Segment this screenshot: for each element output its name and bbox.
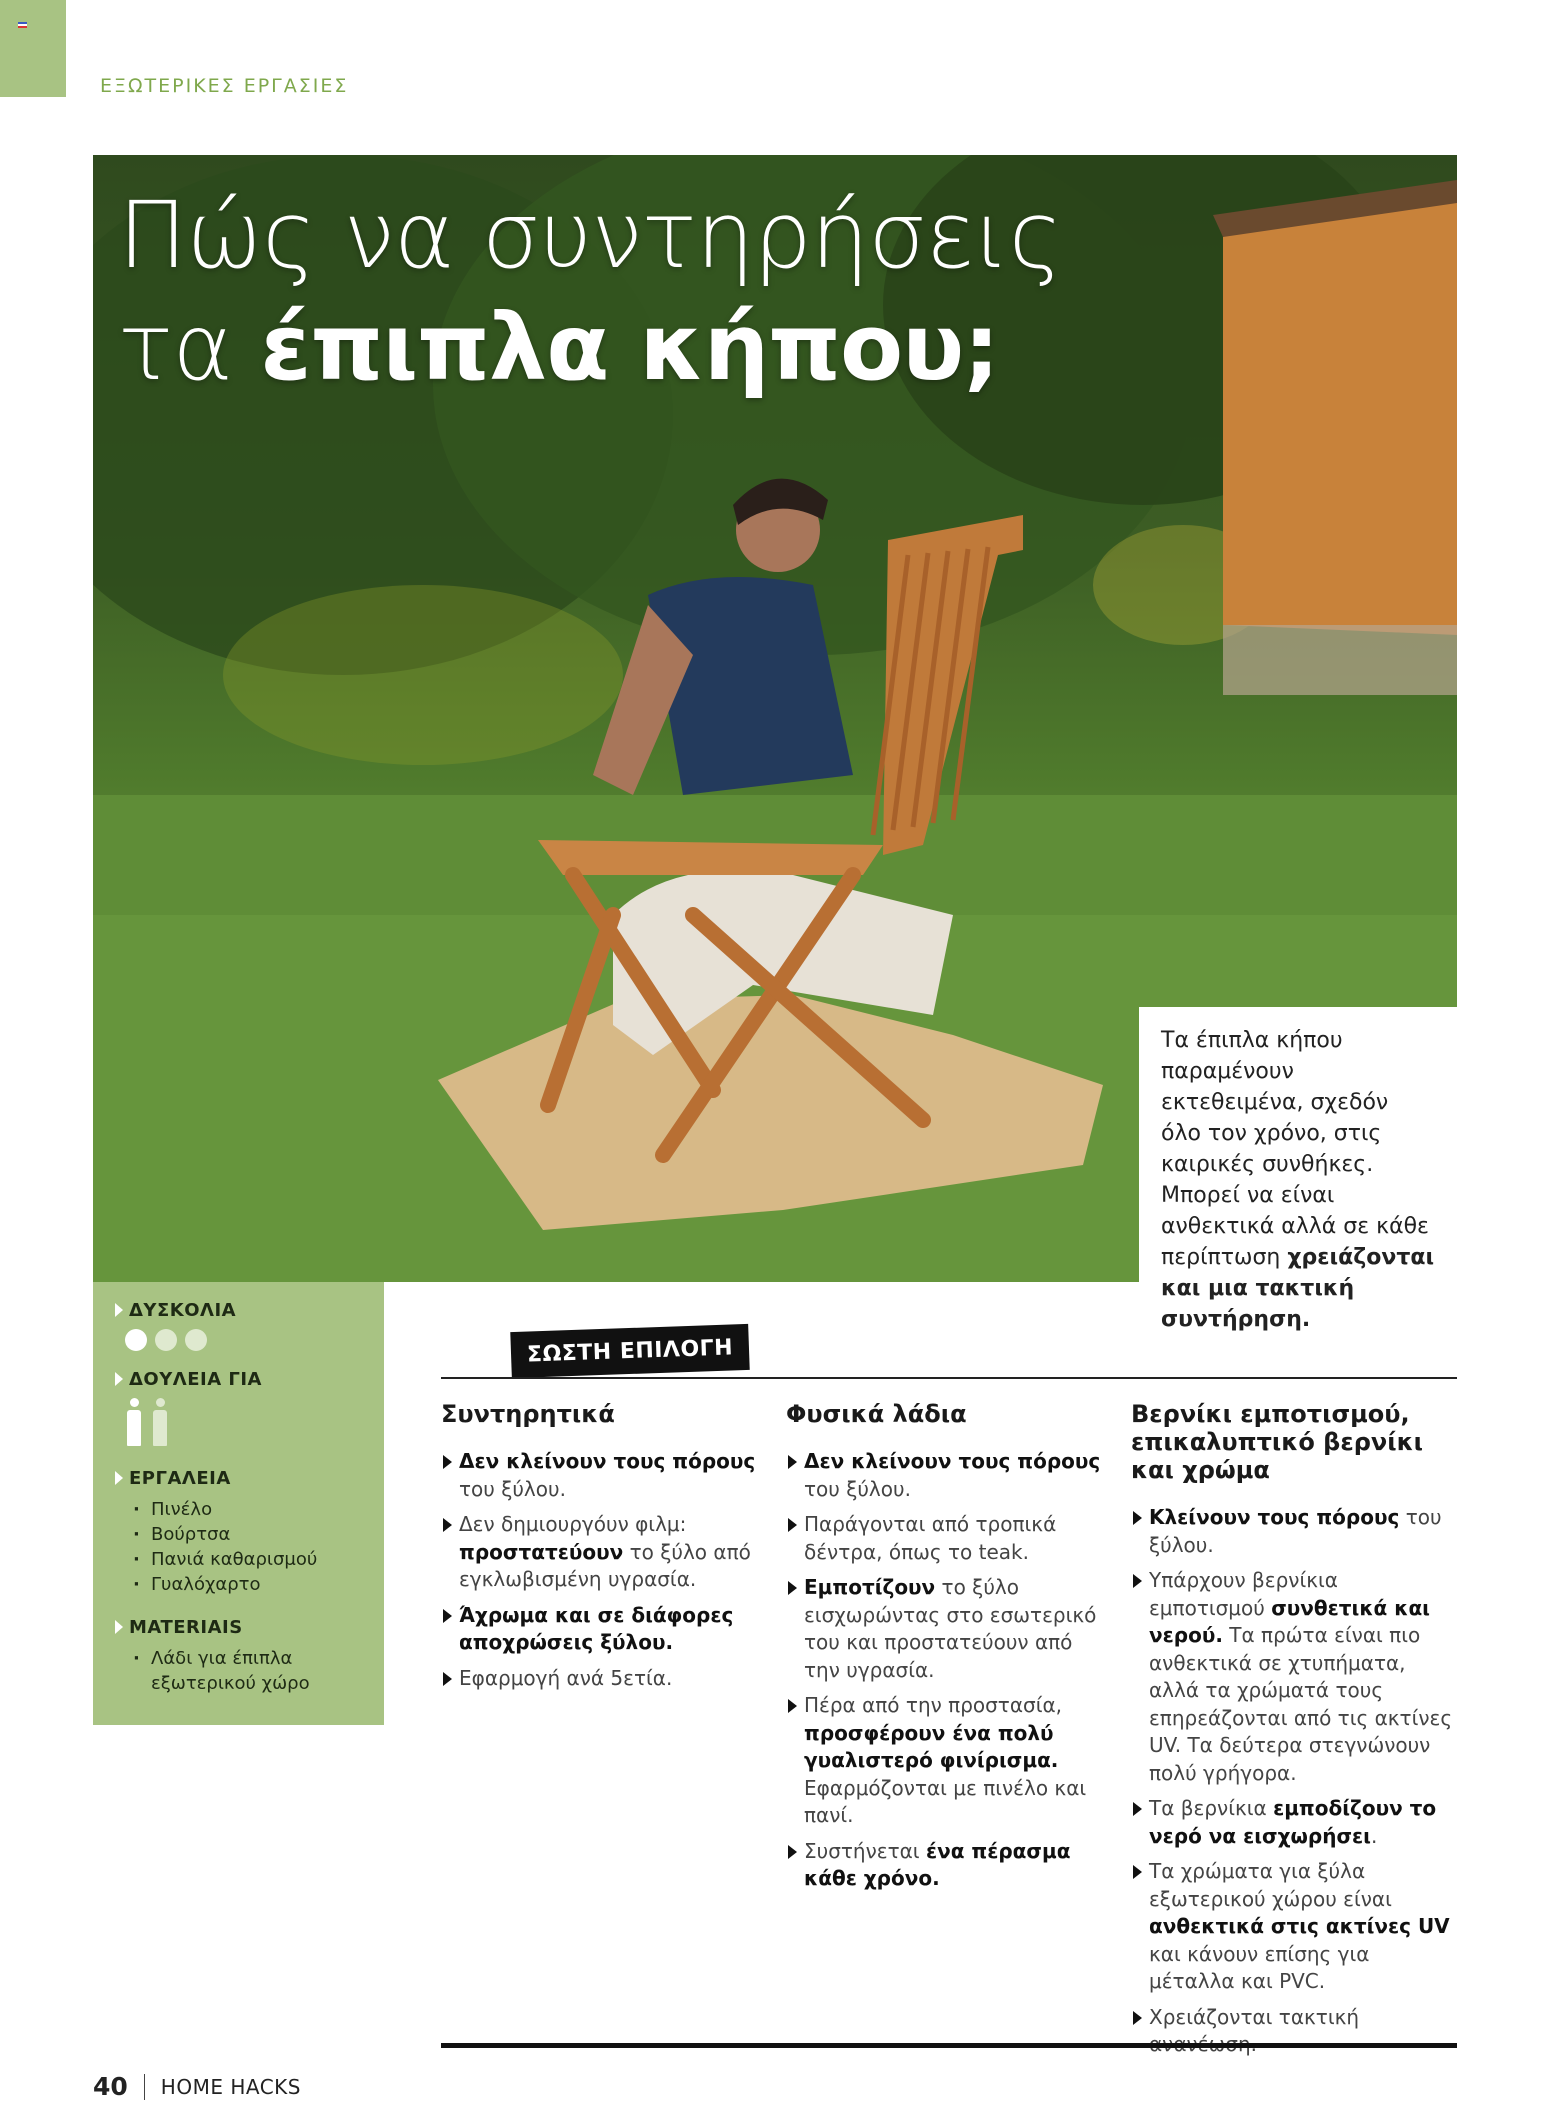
hero-title-line1: Πώς να συντηρήσεις	[118, 182, 1062, 289]
bullet-item	[786, 1448, 1106, 1503]
hero-title-bold: έπιπλα κήπου;	[260, 294, 1000, 401]
bullet-item	[441, 1448, 761, 1503]
choice-tag: ΣΩΣΤΗ ΕΠΙΛΟΓΗ	[510, 1324, 750, 1378]
footer-separator	[144, 2074, 145, 2100]
bullet-text: του ξύλου.	[1149, 1505, 1442, 1557]
list-item: · Βούρτσα	[129, 1522, 384, 1547]
column-list	[441, 1448, 761, 1692]
work-label: ΔΟΥΛΕΙΑ ΓΙΑ	[115, 1369, 384, 1390]
tools-label: ΕΡΓΑΛΕΙΑ	[115, 1468, 384, 1489]
bullet-text: Πέρα από την προστασία,	[804, 1693, 1063, 1717]
bullet-bold-text: Εμποτίζουν	[804, 1575, 936, 1599]
column-list	[786, 1448, 1106, 1893]
bullet-item	[1131, 1858, 1457, 1996]
column-title: Συντηρητικά	[441, 1400, 615, 1428]
people-count	[125, 1398, 384, 1446]
column-conservative	[441, 1400, 761, 1700]
bullet-text: Παράγονται από τροπικά δέντρα, όπως το teak.	[804, 1512, 1057, 1564]
list-item: · Πανιά καθαρισμού	[129, 1547, 384, 1572]
list-item: · Λάδι για έπιπλα	[129, 1646, 384, 1671]
footer	[93, 2072, 301, 2101]
divider	[441, 1377, 1457, 1379]
bullet-item	[441, 1511, 761, 1594]
list-item: · Πινέλο	[129, 1497, 384, 1522]
bullet-bold-text: Κλείνουν τους πόρους	[1149, 1505, 1400, 1529]
materials-label: MATERIAIS	[115, 1617, 384, 1638]
bullet-text: Δεν δημιουργόυν φιλμ:	[459, 1512, 687, 1536]
bullet-text: το ξύλο από εγκλωβισμένη υγρασία.	[459, 1539, 751, 1591]
intro-text: Τα έπιπλα κήπου παραμένουν εκτεθειμένα, σχεδόν όλο τον χρόνο, στις καιρικές συνθήκες. Μπορεί να είναι ανθεκτικά αλλά σε κάθε περίπτωση	[1161, 1028, 1429, 1270]
list-item: · Γυαλόχαρτο	[129, 1572, 384, 1597]
bullet-text: Τα πρώτα είναι πιο ανθεκτικά σε χτυπήματα, αλλά τα χρώματά τους επηρεάζονται από τις ακτίνες UV. Τα δεύτερα στεγνώνουν πολύ γρήγορα.	[1149, 1623, 1453, 1785]
materials-list	[129, 1646, 384, 1696]
hero-title-line2	[118, 292, 1062, 404]
column-title: Βερνίκι εμποτισμού, επικαλυπτικό βερνίκι και χρώμα	[1131, 1400, 1423, 1484]
sidebar-info	[93, 1282, 384, 1725]
bullet-text: Εφαρμογή ανά 5ετία.	[459, 1665, 673, 1690]
bullet-bold-text: προστατεύουν	[459, 1539, 624, 1564]
difficulty-rating	[125, 1329, 384, 1351]
bullet-item	[441, 1665, 761, 1693]
bullet-bold-text: Δεν κλείνουν τους πόρους	[459, 1449, 756, 1473]
intro-box	[1139, 1007, 1457, 1332]
hero-title	[118, 180, 1062, 404]
difficulty-dot-icon	[155, 1329, 177, 1351]
bullet-text: Εφαρμόζονται με πινέλο και πανί.	[804, 1775, 1087, 1827]
bullet-text: του ξύλου.	[804, 1476, 911, 1501]
bullet-text: το ξύλο εισχωρώντας στο εσωτερικό του και προστατεύουν από την υγρασία.	[804, 1575, 1097, 1682]
bullet-bold-text: προσφέρουν ένα πολύ γυαλιστερό φινίρισμα.	[804, 1720, 1059, 1772]
divider	[441, 2043, 1457, 2048]
bullet-bold-text: Άχρωμα και σε διάφορες αποχρώσεις ξύλου.	[459, 1602, 734, 1654]
bullet-text: Τα χρώματα για ξύλα εξωτερικού χώρου είναι	[1149, 1859, 1392, 1911]
intro-bold: χρειάζονται και μια τακτική συντήρηση.	[1161, 1245, 1435, 1332]
difficulty-dot-icon	[125, 1329, 147, 1351]
bullet-item	[1131, 1504, 1457, 1559]
bullet-item	[786, 1574, 1106, 1684]
hero-title-light: τα	[118, 294, 261, 401]
difficulty-dot-icon	[185, 1329, 207, 1351]
bullet-text: και κάνουν επίσης για μέταλλα και PVC.	[1149, 1941, 1370, 1993]
bullet-text: Συστήνεται	[804, 1838, 926, 1863]
bullet-bold-text: Δεν κλείνουν τους πόρους	[804, 1449, 1101, 1473]
bullet-text: Τα βερνίκια	[1149, 1796, 1274, 1820]
page-number: 40	[93, 2072, 128, 2101]
list-item-continued: εξωτερικού χώρο	[151, 1673, 310, 1694]
bullet-item	[1131, 1567, 1457, 1787]
column-natural-oils	[786, 1400, 1106, 1901]
flag-icon	[18, 22, 27, 28]
bullet-text: Χρειάζονται τακτική	[1149, 2004, 1360, 2029]
bullet-item	[786, 1692, 1106, 1830]
person-icon	[125, 1398, 143, 1446]
bullet-bold-text: ανθεκτικά στις ακτίνες UV	[1149, 1914, 1450, 1938]
bullet-item	[1131, 1795, 1457, 1850]
bullet-item	[786, 1838, 1106, 1893]
bullet-item	[1131, 2004, 1457, 2059]
column-title: Φυσικά λάδια	[786, 1400, 967, 1428]
bullet-bold-text: εμποδίζουν το νερό να εισχωρήσει	[1149, 1796, 1437, 1848]
bullet-text: Υπάρχουν βερνίκια εμποτισμού	[1149, 1568, 1338, 1620]
person-icon	[151, 1398, 169, 1446]
magazine-name: HOME HACKS	[160, 2074, 301, 2099]
bullet-bold-text: ένα πέρασμα κάθε χρόνο.	[804, 1838, 1071, 1890]
bullet-text: .	[1370, 1823, 1378, 1848]
bullet-item	[441, 1602, 761, 1657]
difficulty-label: ΔΥΣΚΟΛΙΑ	[115, 1300, 384, 1321]
bullet-item	[786, 1511, 1106, 1566]
bullet-text: του ξύλου.	[459, 1476, 566, 1501]
tools-list	[129, 1497, 384, 1597]
corner-tab	[0, 0, 66, 97]
section-label: ΕΞΩΤΕΡΙΚΕΣ ΕΡΓΑΣΙΕΣ	[100, 75, 349, 97]
bullet-bold-text: συνθετικά και νερού.	[1149, 1595, 1430, 1647]
column-list	[1131, 1504, 1457, 2059]
column-varnish	[1131, 1400, 1457, 2067]
